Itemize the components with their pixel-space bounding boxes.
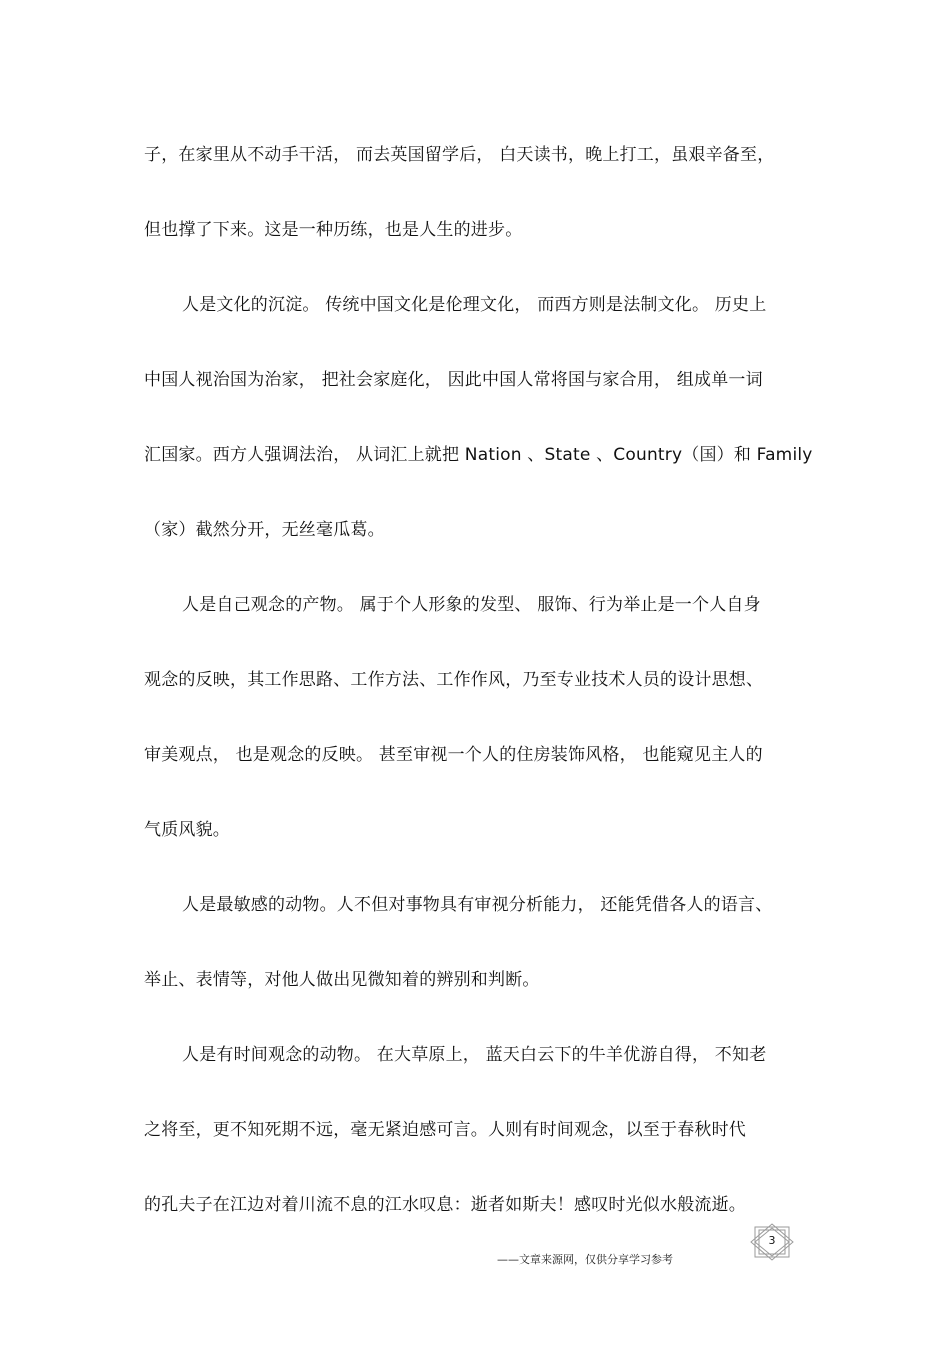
paragraph-start-culture: 人是文化的沉淀。 传统中国文化是伦理文化， 而西方则是法制文化。 历史上 [182,295,767,315]
text-line-2: 但也撑了下来。这是一种历练，也是人生的进步。 [144,220,523,240]
footer-source-note: ——文章来源网，仅供分享学习参考 [497,1253,673,1266]
text-line-8: 观念的反映，其工作思路、工作方法、工作作风，乃至专业技术人员的设计思想、 [144,670,764,690]
text-line-5: 汇国家。西方人强调法治， 从词汇上就把 Nation 、State 、Country（国）和 Family [144,445,813,465]
text-line-15: 的孔夫子在江边对着川流不息的江水叹息：逝者如斯夫！感叹时光似水般流逝。 [144,1195,746,1215]
text-line-1: 子，在家里从不动手干活， 而去英国留学后， 白天读书，晚上打工，虽艰辛备至， [144,145,775,165]
text-line-9: 审美观点， 也是观念的反映。 甚至审视一个人的住房装饰风格， 也能窥见主人的 [144,745,763,765]
text-line-6: （家）截然分开，无丝毫瓜葛。 [144,520,385,540]
text-line-14: 之将至，更不知死期不远，毫无紧迫感可言。人则有时间观念，以至于春秋时代 [144,1120,746,1140]
text-line-12: 举止、表情等，对他人做出见微知着的辨别和判断。 [144,970,540,990]
paragraph-start-sensitive: 人是最敏感的动物。人不但对事物具有审视分析能力， 还能凭借各人的语言、 [182,895,773,915]
text-line-10: 气质风貌。 [144,820,230,840]
page-number-badge [749,1223,795,1261]
text-line-4: 中国人视治国为治家， 把社会家庭化， 因此中国人常将国与家合用， 组成单一词 [144,370,763,390]
paragraph-start-concept: 人是自己观念的产物。 属于个人形象的发型、 服饰、行为举止是一个人自身 [182,595,761,615]
page-number: 3 [768,1234,776,1247]
paragraph-start-time: 人是有时间观念的动物。 在大草原上， 蓝天白云下的牛羊优游自得， 不知老 [182,1045,767,1065]
